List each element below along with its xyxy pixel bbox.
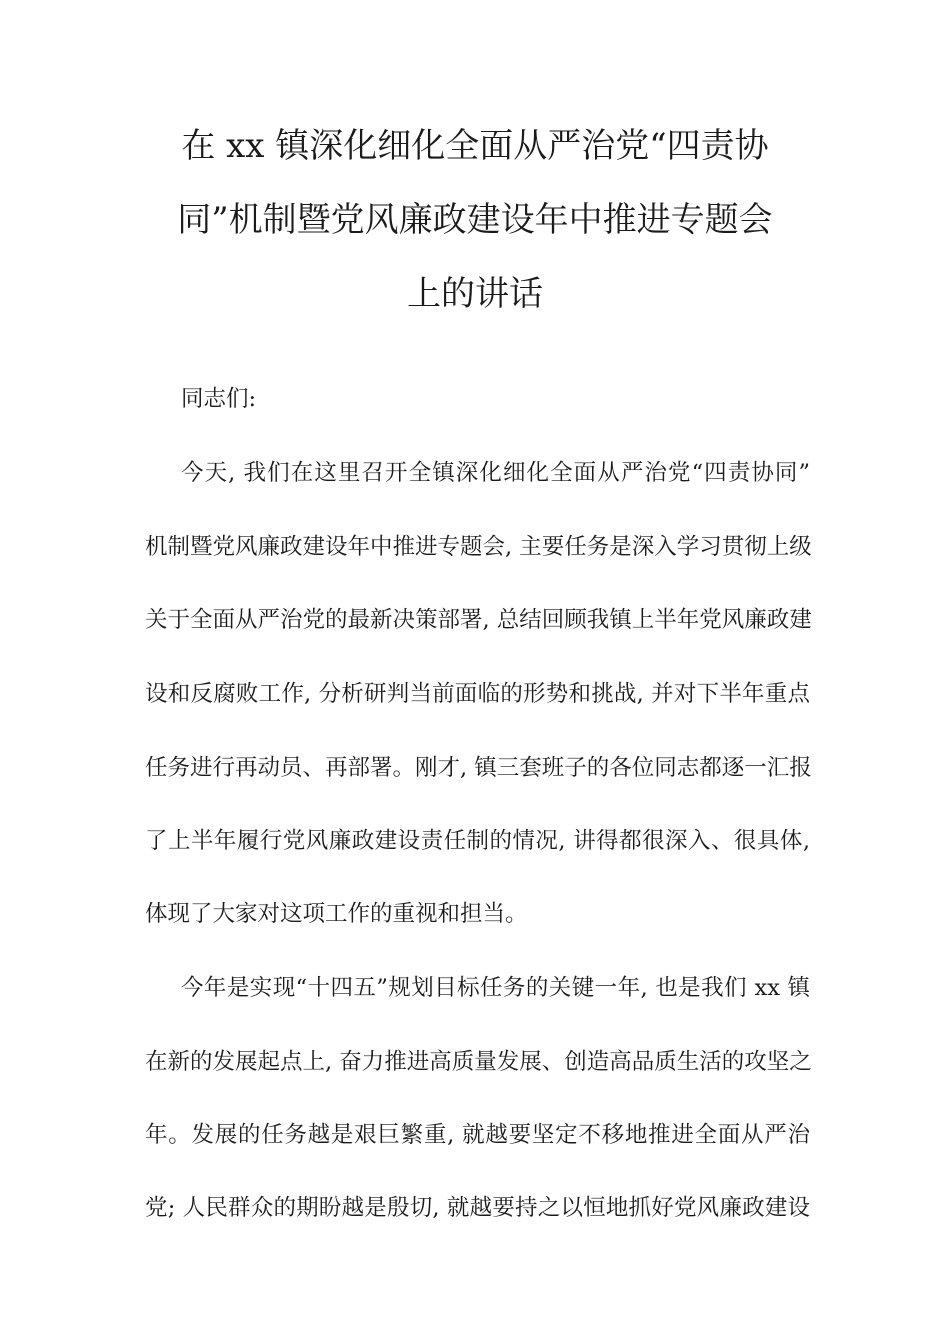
paragraph-2-line-4: 党; 人民群众的期盼越是殷切, 就越要持之以恒地抓好党风廉政建设 xyxy=(145,1195,810,1221)
title-line-1: 在 xx 镇深化细化全面从严治党“四责协 xyxy=(181,126,769,166)
paragraph-1-line-5: 任务进行再动员、再部署。刚才, 镇三套班子的各位同志都逐一汇报 xyxy=(145,755,812,781)
paragraph-1-line-6: 了上半年履行党风廉政建设责任制的情况, 讲得都很深入、很具体, xyxy=(145,828,810,854)
paragraph-1-line-7: 体现了大家对这项工作的重视和担当。 xyxy=(145,901,528,927)
title-line-2: 同”机制暨党风廉政建设年中推进专题会 xyxy=(177,200,773,240)
paragraph-2-line-2: 在新的发展起点上, 奋力推进高质量发展、创造高品质生活的攻坚之 xyxy=(145,1049,812,1075)
paragraph-1-line-4: 设和反腐败工作, 分析研判当前面临的形势和挑战, 并对下半年重点 xyxy=(145,681,810,707)
salutation: 同志们: xyxy=(181,386,257,412)
paragraph-2-line-1: 今年是实现“十四五”规划目标任务的关键一年, 也是我们 xx 镇 xyxy=(181,975,810,1001)
paragraph-1-line-3: 关于全面从严治党的最新决策部署, 总结回顾我镇上半年党风廉政建 xyxy=(145,607,812,633)
paragraph-1-line-1: 今天, 我们在这里召开全镇深化细化全面从严治党“四责协同” xyxy=(181,460,810,486)
title-line-3: 上的讲话 xyxy=(407,274,543,314)
paragraph-2-line-3: 年。发展的任务越是艰巨繁重, 就越要坚定不移地推进全面从严治 xyxy=(145,1122,810,1148)
paragraph-1-line-2: 机制暨党风廉政建设年中推进专题会, 主要任务是深入学习贯彻上级 xyxy=(145,534,812,560)
